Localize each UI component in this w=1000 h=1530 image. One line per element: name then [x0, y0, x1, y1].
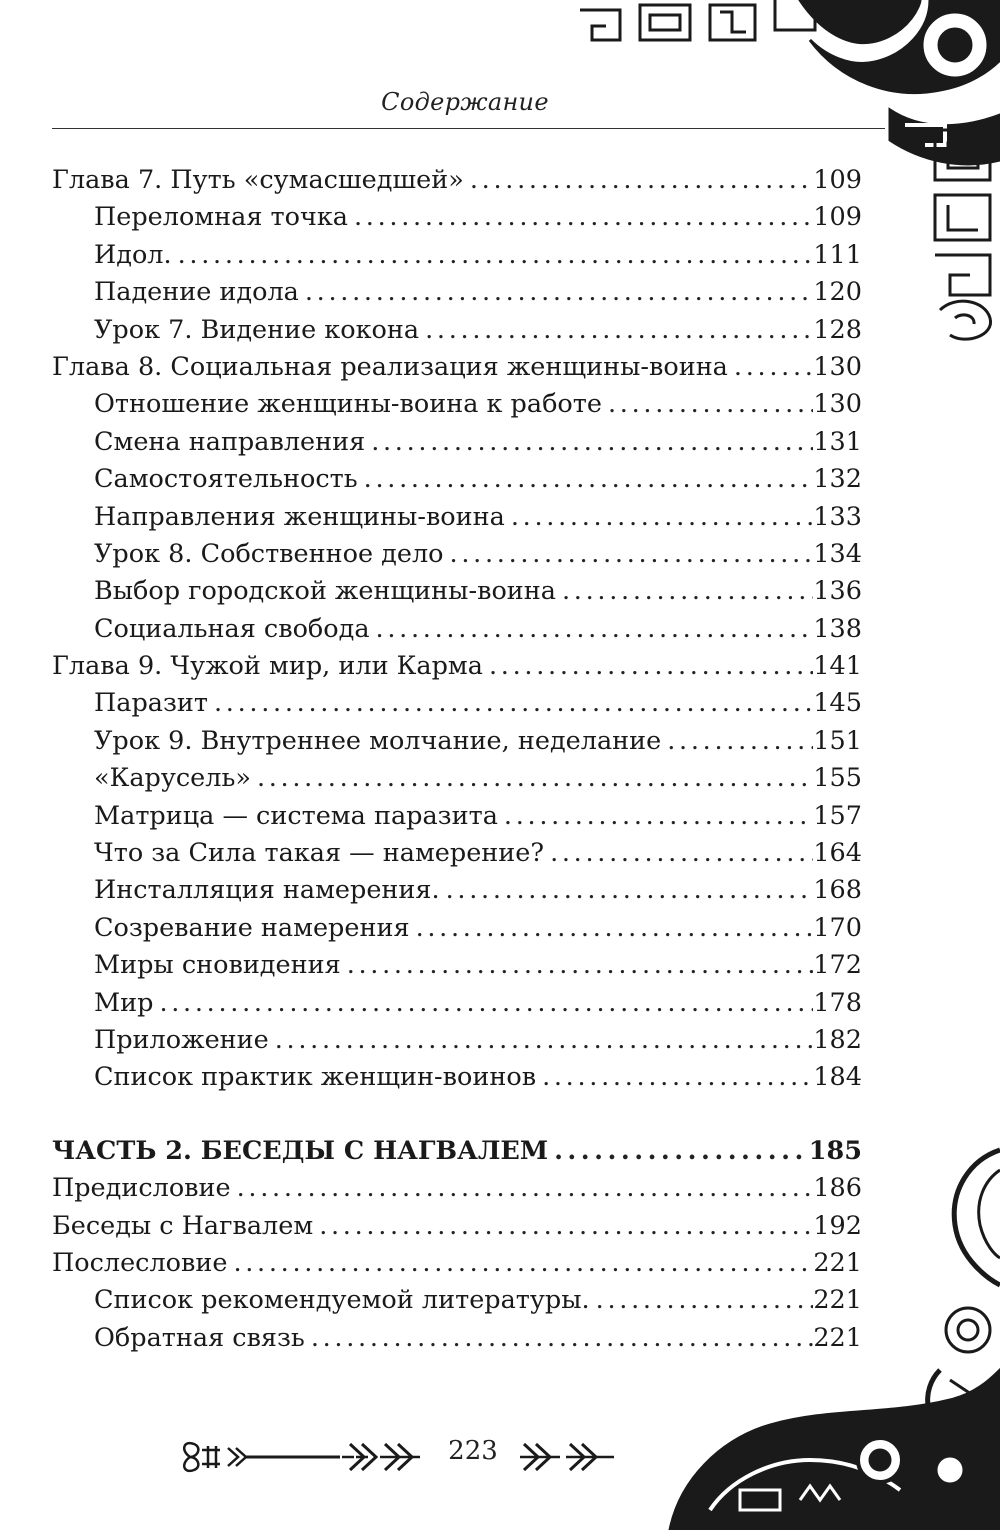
toc-dot-leader [556, 573, 813, 610]
toc-entry [52, 312, 862, 349]
toc-dot-leader [602, 386, 813, 423]
toc-entry-title: Список практик женщин-воинов [94, 1062, 537, 1093]
toc-dot-leader [410, 910, 814, 947]
toc-entry [52, 1245, 862, 1282]
toc-dot-leader [464, 162, 814, 199]
toc-dot-leader [483, 648, 813, 685]
toc-entry-title: Мир [94, 987, 154, 1018]
toc-entry-page: 130 [813, 351, 862, 382]
toc-dot-leader [341, 947, 814, 984]
toc-dot-leader [444, 536, 814, 573]
toc-entry [52, 798, 862, 835]
toc-entry-page: 192 [813, 1210, 862, 1241]
toc-entry-page: 221 [813, 1285, 862, 1316]
toc-entry [52, 872, 862, 909]
toc-entry [52, 274, 862, 311]
toc-entry [52, 648, 862, 685]
toc-entry-title: Беседы с Нагвалем [52, 1210, 314, 1241]
toc-entry-title: Созревание намерения [94, 912, 410, 943]
toc-dot-leader [358, 461, 814, 498]
toc-dot-leader [728, 349, 813, 386]
toc-entry-page: 138 [813, 613, 862, 644]
toc-entry-page: 221 [813, 1247, 862, 1278]
toc-entry-page: 151 [813, 725, 862, 756]
toc-dot-leader [419, 312, 813, 349]
toc-entry-page: 182 [813, 1024, 862, 1055]
toc-entry-title: «Карусель» [94, 763, 251, 794]
toc-dot-leader [440, 872, 814, 909]
toc-entry-page: 109 [813, 165, 862, 195]
toc-dot-leader [153, 985, 813, 1022]
toc-entry-page: 170 [813, 912, 862, 943]
running-title: Содержание [381, 88, 549, 116]
toc-entry-title: Миры сновидения [94, 950, 341, 981]
toc-entry [52, 162, 862, 199]
toc-dot-leader [313, 1208, 813, 1245]
toc-entry-title: Выбор городской женщины-воина [94, 576, 556, 607]
toc-dot-leader [548, 1133, 809, 1170]
toc-entry-title: Смена направления [94, 426, 366, 457]
header-rule [52, 128, 885, 129]
toc-dot-leader [365, 424, 813, 461]
toc-entry-title: Глава 7. Путь «сумасшедшей» [52, 165, 464, 195]
toc-entry [52, 1320, 862, 1357]
toc-entry-page: 172 [813, 950, 862, 981]
toc-entry [52, 835, 862, 872]
toc-entry-page: 155 [813, 763, 862, 794]
toc-entry-page: 109 [813, 202, 862, 233]
toc-dot-leader [348, 199, 813, 236]
page-footer [180, 1428, 620, 1488]
toc-entry [52, 1022, 862, 1059]
toc-entry-title: Обратная связь [94, 1322, 305, 1353]
toc-entry-title: Переломная точка [94, 202, 348, 233]
toc-entry-page: 128 [813, 314, 862, 345]
toc-dot-leader [661, 723, 813, 760]
toc-dot-leader [590, 1282, 814, 1319]
toc-entry-page: 141 [813, 651, 862, 682]
toc-entry-title: Глава 9. Чужой мир, или Карма [52, 651, 483, 682]
toc-entry-title: Урок 8. Собственное дело [94, 538, 444, 569]
toc-entry-title: Социальная свобода [94, 613, 370, 644]
table-of-contents [52, 162, 862, 1357]
toc-entry [52, 947, 862, 984]
toc-entry [52, 1133, 862, 1170]
toc-dot-leader [251, 760, 813, 797]
toc-dot-leader [269, 1022, 814, 1059]
toc-entry [52, 611, 862, 648]
toc-entry-title: Список рекомендуемой литературы. [94, 1285, 590, 1316]
toc-entry [52, 349, 862, 386]
toc-entry [52, 760, 862, 797]
toc-dot-leader [208, 685, 813, 722]
toc-dot-leader [299, 274, 813, 311]
toc-dot-leader [305, 1320, 814, 1357]
toc-entry-page: 134 [813, 538, 862, 569]
toc-entry-title: Что за Сила такая — намерение? [94, 838, 545, 869]
toc-entry-page: 120 [813, 277, 862, 308]
toc-entry-page: 111 [813, 239, 862, 270]
toc-entry [52, 1059, 862, 1096]
toc-entry-page: 133 [813, 501, 862, 532]
toc-entry-page: 221 [813, 1322, 862, 1353]
toc-dot-leader [172, 237, 814, 274]
toc-entry-page: 186 [813, 1173, 862, 1204]
toc-entry-title: Самостоятельность [94, 464, 358, 495]
toc-dot-leader [536, 1059, 813, 1096]
toc-entry-page: 157 [813, 800, 862, 831]
section-spacer [52, 1097, 862, 1133]
toc-entry-title: Приложение [94, 1024, 269, 1055]
toc-dot-leader [370, 611, 814, 648]
toc-entry-title: Урок 9. Внутреннее молчание, неделание [94, 725, 662, 756]
footer-arrow-ornament-right-icon [520, 1440, 620, 1478]
toc-entry [52, 499, 862, 536]
toc-entry-page: 184 [813, 1062, 862, 1093]
toc-entry-title: Направления женщины-воина [94, 501, 505, 532]
toc-dot-leader [505, 499, 813, 536]
toc-dot-leader [498, 798, 813, 835]
toc-entry [52, 199, 862, 236]
toc-entry-title: Послесловие [52, 1247, 228, 1278]
toc-entry [52, 386, 862, 423]
toc-entry [52, 685, 862, 722]
toc-entry [52, 1208, 862, 1245]
toc-entry-title: Отношение женщины-воина к работе [94, 389, 602, 420]
toc-entry [52, 723, 862, 760]
toc-entry-title: Матрица — система паразита [94, 800, 498, 831]
toc-entry-page: 131 [813, 426, 862, 457]
toc-entry-page: 178 [813, 987, 862, 1018]
toc-entry [52, 1170, 862, 1207]
toc-entry-title: Урок 7. Видение кокона [94, 314, 420, 345]
toc-entry [52, 1282, 862, 1319]
toc-entry-title: Паразит [94, 688, 208, 719]
toc-entry-title: ЧАСТЬ 2. БЕСЕДЫ С НАГВАЛЕМ [52, 1135, 549, 1166]
toc-entry-page: 136 [813, 576, 862, 607]
toc-entry [52, 910, 862, 947]
toc-dot-leader [227, 1245, 813, 1282]
toc-entry-page: 130 [813, 389, 862, 420]
toc-entry-page: 132 [813, 464, 862, 495]
toc-entry-page: 185 [808, 1135, 862, 1166]
toc-entry [52, 461, 862, 498]
toc-dot-leader [544, 835, 813, 872]
toc-entry [52, 424, 862, 461]
toc-entry [52, 985, 862, 1022]
toc-entry [52, 536, 862, 573]
toc-entry-title: Идол. [94, 239, 172, 270]
footer-arrow-ornament-left-icon [180, 1440, 420, 1478]
toc-entry-page: 168 [813, 875, 862, 906]
toc-entry-title: Предисловие [52, 1173, 231, 1204]
toc-entry-title: Падение идола [94, 277, 299, 308]
toc-entry-page: 145 [813, 688, 862, 719]
toc-entry [52, 573, 862, 610]
toc-entry [52, 237, 862, 274]
toc-entry-title: Инсталляция намерения. [94, 875, 440, 906]
toc-dot-leader [231, 1170, 814, 1207]
toc-entry-page: 164 [813, 838, 862, 869]
toc-entry-title: Глава 8. Социальная реализация женщины-воина [52, 351, 728, 382]
page-number: 223 [448, 1436, 498, 1466]
